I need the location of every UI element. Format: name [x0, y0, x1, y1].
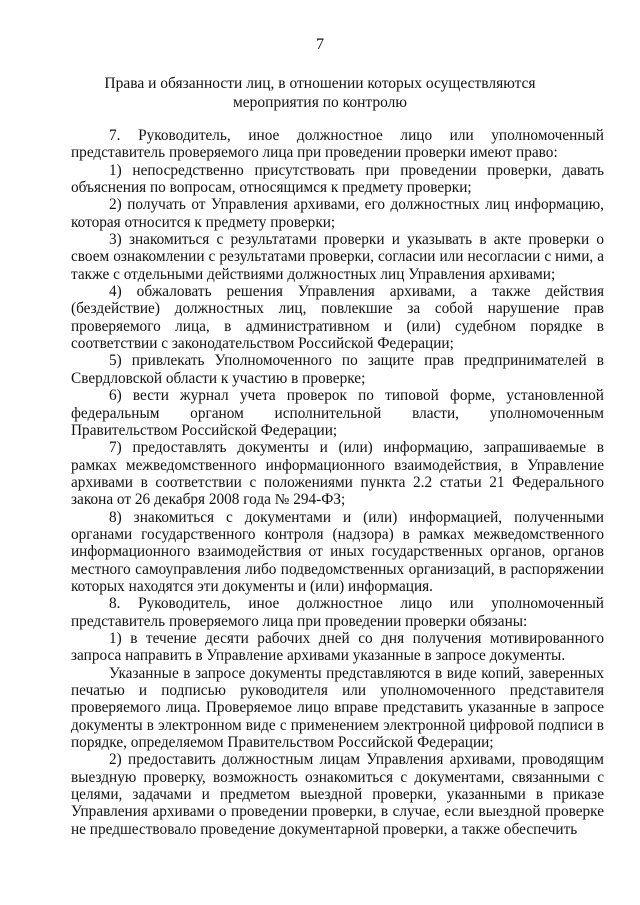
section-title: Права и обязанности лиц, в отношении которых осуществляются мероприятия по контролю	[104, 75, 536, 111]
paragraph-7-item-1: 1) непосредственно присутствовать при проведении проверки, давать объяснения по вопросам, относящимся к предмету проверки;	[71, 161, 604, 197]
paragraph-7-item-7: 7) предоставлять документы и (или) информацию, запрашиваемые в рамках межведомственного информационного взаимодействия, в Управление архивами в соответствии с положениями пункта 2.2 статьи 21 Федерального закона от 26 декабря 2008 года № 294-ФЗ;	[71, 439, 604, 509]
paragraph-7-item-3: 3) знакомиться с результатами проверки и указывать в акте проверки о своем ознакомлении с результатами проверки, согласии или несогласии с ними, а также с отдельными действиями должностных лиц Управления архивами;	[71, 231, 604, 283]
paragraph-8-item-2: 2) предоставить должностным лицам Управления архивами, проводящим выездную проверку, возможность ознакомиться с документами, связанными с целями, задачами и предметом выездной проверки, указанными в приказе Управления архивами о проведении проверки, в случае, если выездной проверке не предшествовало проведение документарной проверки, а также обеспечить	[71, 751, 604, 838]
document-body	[71, 127, 604, 838]
paragraph-7-item-6: 6) вести журнал учета проверок по типовой форме, установленной федеральным органом исполнительной власти, уполномоченным Правительством Российской Федерации;	[71, 387, 604, 439]
paragraph-7-item-5: 5) привлекать Уполномоченного по защите прав предпринимателей в Свердловской области к участию в проверке;	[71, 352, 604, 387]
paragraph-7-intro: 7. Руководитель, иное должностное лицо или уполномоченный представитель проверяемого лица при проведении проверки имеют право:	[71, 127, 604, 162]
paragraph-8-item-1: 1) в течение десяти рабочих дней со дня получения мотивированного запроса направить в Управление архивами указанные в запросе документы.	[71, 629, 604, 665]
paragraph-7-item-4: 4) обжаловать решения Управления архивами, а также действия (бездействие) должностных лиц, повлекшие за собой нарушение прав проверяемого лица, в административном и (или) судебном порядке в соответствии с законодательством Российской Федерации;	[71, 283, 604, 353]
paragraph-7-item-2: 2) получать от Управления архивами, его должностных лиц информацию, которая относится к предмету проверки;	[71, 196, 604, 231]
paragraph-8-item-1-note: Указанные в запросе документы представляются в виде копий, заверенных печатью и подписью руководителя или уполномоченного представителя проверяемого лица. Проверяемое лицо вправе представить указанные в запросе документы в электронном виде с применением электронной цифровой подписи в порядке, определяемом Правительством Российской Федерации;	[71, 664, 604, 752]
paragraph-8-intro: 8. Руководитель, иное должностное лицо или уполномоченный представитель проверяемого лица при проведении проверки обязаны:	[71, 595, 604, 630]
page-number: 7	[316, 36, 324, 53]
paragraph-7-item-8: 8) знакомиться с документами и (или) информацией, полученными органами государственного контроля (надзора) в рамках межведомственного информационного взаимодействия от иных государственных органов, органов местного самоуправления либо подведомственных организаций, в распоряжении которых находятся эти документы и (или) информация.	[71, 508, 604, 595]
